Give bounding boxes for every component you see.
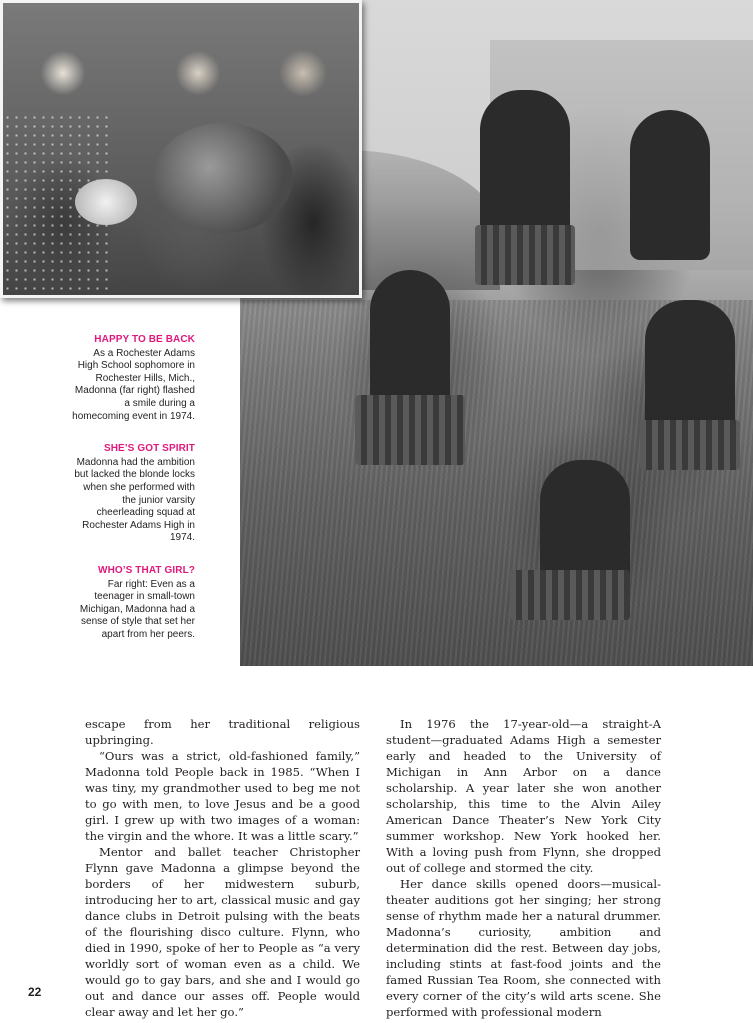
- photo-captions: [70, 334, 195, 661]
- caption-body: As a Rochester Adams High School sophomore in Rochester Hills, Mich., Madonna (far right) flashed a smile during a homecoming event in 1974.: [72, 347, 195, 422]
- cheerleader-figure: [370, 270, 450, 410]
- cheerleader-figure: [645, 300, 735, 440]
- caption-body: Madonna had the ambition but lacked the blonde locks when she performed with the junior varsity cheerleading squad at Rochester Adams High in 1974.: [74, 456, 195, 544]
- article-column-right: [386, 716, 661, 1020]
- caption-body: Far right: Even as a teenager in small-town Michigan, Madonna had a sense of style that set her apart from her peers.: [79, 578, 195, 640]
- page-number: 22: [28, 985, 42, 999]
- article-paragraph: escape from her traditional religious upbringing.: [85, 717, 360, 747]
- caption-heading: SHE’S GOT SPIRIT: [103, 443, 195, 455]
- cheerleader-skirt: [640, 420, 740, 470]
- cheerleader-skirt: [355, 395, 465, 465]
- caption-whos-that-girl: [70, 565, 195, 642]
- cheerleader-figure: [630, 110, 710, 260]
- article-paragraph: “Ours was a strict, old-fashioned family,” Madonna told People back in 1985. “When I was tiny, my grandmother used to beg me not to go with men, to love Jesus and be a good girl. I grew up with two images of a woman: the virgin and the whore. It was a little scary.”: [85, 749, 360, 843]
- cheerleader-skirt: [475, 225, 575, 285]
- article-paragraph: In 1976 the 17-year-old—a straight-A student—graduated Adams High a semester early and headed to the University of Michigan in Ann Arbor on a dance scholarship. A year later she won another scholarship, this time to the Alvin Ailey American Dance Theater’s New York City summer workshop. New York hooked her. With a loving push from Flynn, she dropped out of college and stormed the city.: [386, 717, 661, 875]
- article-paragraph: Mentor and ballet teacher Christopher Flynn gave Madonna a glimpse beyond the borders of her midwestern suburb, introducing her to art, classical music and gay dance clubs in Detroit pulsing with the beats of the flourishing disco culture. Flynn, who died in 1990, spoke of her to People as “a very worldly sort of woman even as a child. We would go to gay bars, and she and I would go out and dance our asses off. People would clear away and let her go.”: [85, 845, 360, 1019]
- caption-happy-to-be-back: [70, 334, 195, 423]
- article-paragraph: Her dance skills opened doors—musical-theater auditions got her singing; her strong sense of rhythm made her a natural drummer. Madonna’s curiosity, ambition and determination did the rest. Between day jobs, including stints at fast-food joints and the famed Russian Tea Room, she connected with every corner of the city’s wild arts scene. She performed with professional modern: [386, 877, 661, 1019]
- white-flower: [75, 179, 137, 225]
- homecoming-photo: [0, 0, 362, 298]
- flower-bouquet: [153, 123, 293, 233]
- cheerleader-skirt: [510, 570, 630, 620]
- caption-shes-got-spirit: [70, 443, 195, 545]
- caption-heading: WHO’S THAT GIRL?: [98, 564, 195, 576]
- article-column-left: [85, 716, 360, 1020]
- caption-heading: HAPPY TO BE BACK: [94, 334, 195, 345]
